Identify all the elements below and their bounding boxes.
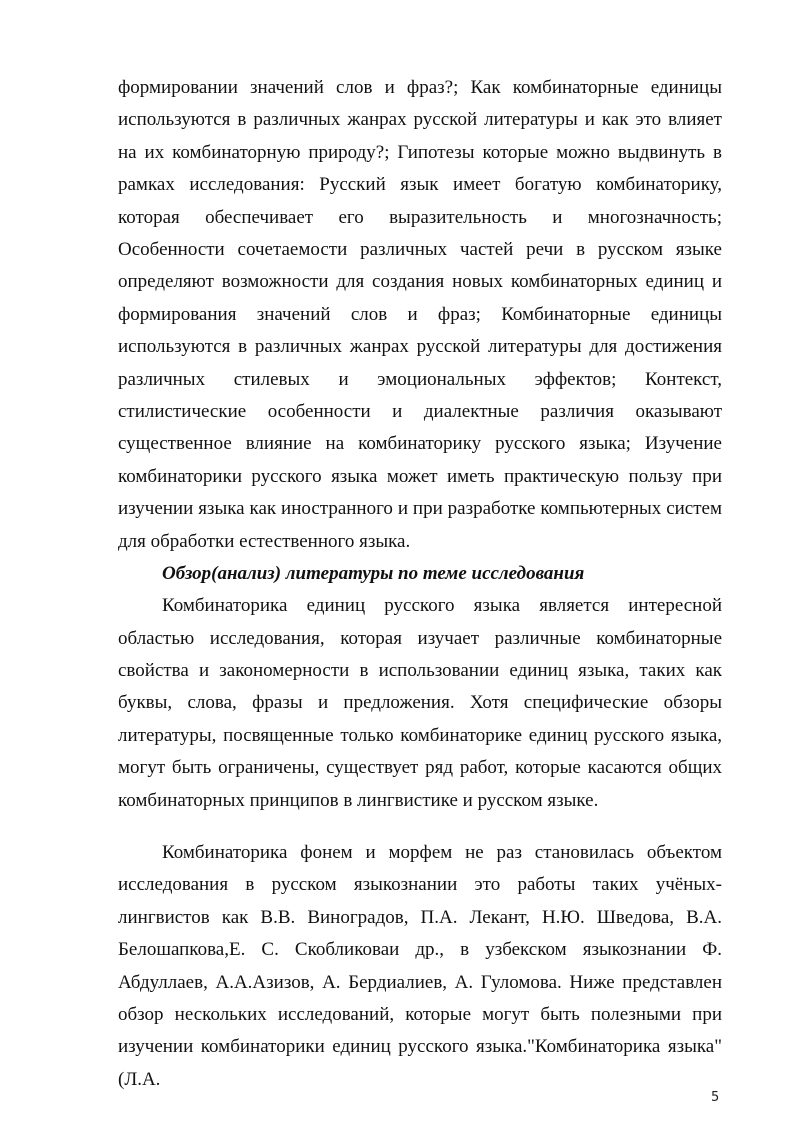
- page-body: [118, 72, 722, 1096]
- paragraph-continuation: формировании значений слов и фраз?; Как комбинаторные единицы используются в различных жанрах русской литературы и как это влияет на их комбинаторную природу?; Гипотезы которые можно выдвинуть в рамках исследования: Русский язык имеет богатую комбинаторику, которая обеспечивает его выразительность и многозначность; Особенности сочетаемости различных частей речи в русском языке определяют возможности для создания новых комбинаторных единиц и формирования значений слов и фраз; Комбинаторные единицы используются в различных жанрах русской литературы для достижения различных стилевых и эмоциональных эффектов; Контекст, стилистические особенности и диалектные различия оказывают существенное влияние на комбинаторику русского языка; Изучение комбинаторики русского языка может иметь практическую пользу при изучении языка как иностранного и при разработке компьютерных систем для обработки естественного языка.: [118, 77, 722, 552]
- combinatorics-paragraph: Комбинаторика фонем и морфем не раз становилась объектом исследования в русском языкознании это работы таких учёных-лингвистов как В.В. Виноградов, П.А. Лекант, Н.Ю. Шведова, В.А. Белошапкова,Е. С. Скобликоваи др., в узбекском языкознании Ф. Абдуллаев, А.А.Азизов, А. Бердиалиев, А. Гуломова. Ниже представлен обзор нескольких исследований, которые могут быть полезными при изучении комбинаторики единиц русского языка."Комбинаторика языка" (Л.А.: [118, 841, 722, 1090]
- paragraph-spacer: [118, 817, 722, 837]
- section-heading: Обзор(анализ) литературы по теме исследования: [162, 563, 585, 585]
- page-number: 5: [711, 1090, 720, 1105]
- literature-review-paragraph: Комбинаторика единиц русского языка является интересной областью исследования, которая изучает различные комбинаторные свойства и закономерности в использовании единиц языка, таких как буквы, слова, фразы и предложения. Хотя специфические обзоры литературы, посвященные только комбинаторике единиц русского языка, могут быть ограничены, существует ряд работ, которые касаются общих комбинаторных принципов в лингвистике и русском языке.: [118, 595, 722, 811]
